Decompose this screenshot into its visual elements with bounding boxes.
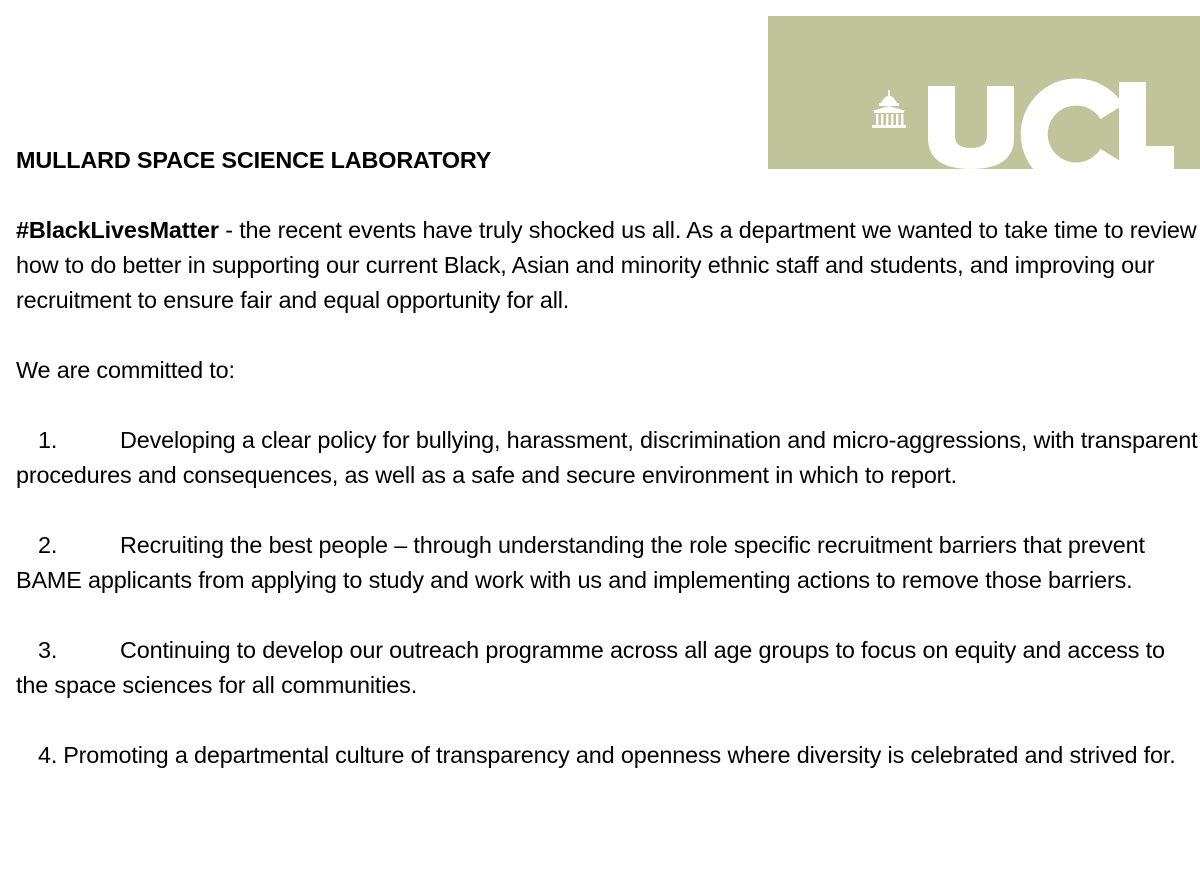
commitment-item-3	[16, 633, 1198, 703]
commitment-item-1	[16, 423, 1198, 493]
commitment-number: 4.	[38, 742, 58, 768]
commitment-text: Developing a clear policy for bullying, harassment, discrimination and micro-aggressions, with transparent procedures and consequences, as well as a safe and secure environment in which to report.	[16, 427, 1198, 488]
commitment-text: Continuing to develop our outreach programme across all age groups to focus on equity and access to the space sciences for all communities.	[16, 637, 1165, 698]
statement-content	[16, 143, 1198, 773]
intro-paragraph	[16, 213, 1198, 318]
portico-icon	[872, 90, 906, 128]
commitment-item-2	[16, 528, 1198, 598]
commitment-item-4	[16, 738, 1198, 773]
commitment-text: Recruiting the best people – through understanding the role specific recruitment barriers that prevent BAME applicants from applying to study and work with us and implementing actions to remove those barriers.	[16, 532, 1145, 593]
commitment-number: 3.	[38, 637, 58, 663]
committed-label: We are committed to:	[16, 357, 235, 383]
page-title: MULLARD SPACE SCIENCE LABORATORY	[16, 147, 492, 173]
commitment-text: Promoting a departmental culture of transparency and openness where diversity is celebrated and strived for.	[63, 742, 1176, 768]
commitment-number: 1.	[38, 427, 58, 453]
svg-text:UCL: UCL	[768, 3, 801, 20]
hashtag: #BlackLivesMatter	[16, 217, 219, 243]
commitment-number: 2.	[38, 532, 58, 558]
intro-text: - the recent events have truly shocked us all. As a department we wanted to take time to review how to do better in supporting our current Black, Asian and minority ethnic staff and students, and improving our recruitment to ensure fair and equal opportunity for all.	[16, 217, 1197, 313]
